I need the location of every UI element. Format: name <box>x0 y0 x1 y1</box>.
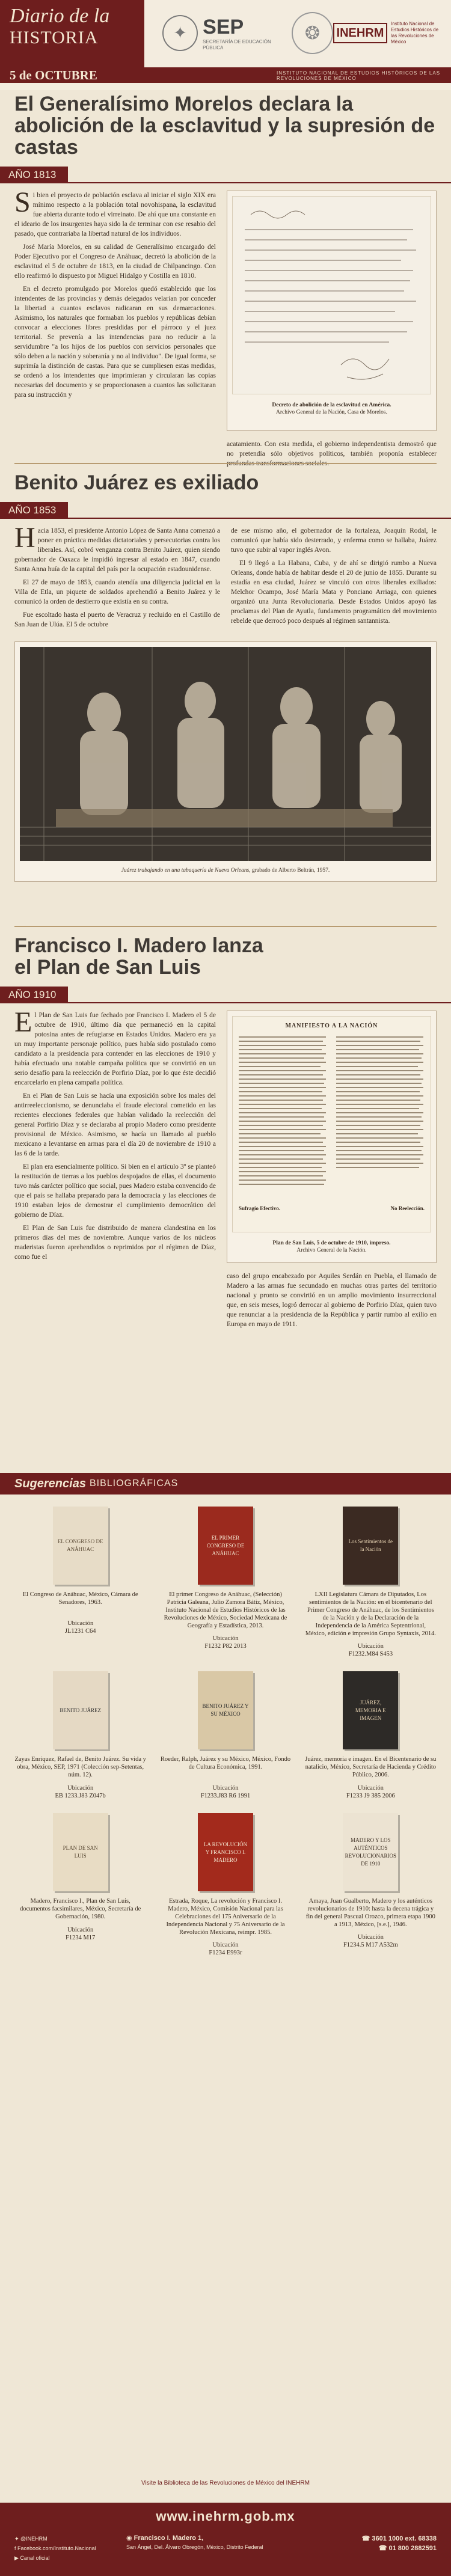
book-item[interactable] <box>305 1671 437 1800</box>
seal-icon: ❂ <box>292 12 333 54</box>
location-label: Ubicación <box>212 1785 239 1791</box>
caption-title: Juárez trabajando en una tabaquería de Nueva Orleans <box>121 867 250 873</box>
book-description: Estrada, Roque, La revolución y Francisco I. Madero, México, Comisión Nacional para las Celebraciones del 175 Aniversario de la Independencia Nacional y 75 Aniversario de la Revolución Mexicana, reimpr. 1985. <box>166 1898 285 1936</box>
phone-icon: ☎ <box>361 2535 372 2542</box>
paragraph: En el decreto promulgado por Morelos quedó establecido que los intendentes de las provincias y demás delegados velarían por conceder la libertad a cuantos esclavos radicaran en sus demarcaciones. Asimismo, los naturales que formaban los pueblos y repúblicas debían convocar a elecciones libres presididas por el párroco y el juez territorial. Se prevenía a las intendencias para no reducir a la servidumbre "a los hijos de los pueblos con servicios personales que sólo deben a la nación y soberanía y no al individuo". De igual forma, se suprimía la distinción de castas. Para que se cumpliesen estas medidas, se ordenó a los intendentes que imprimieran y circularan las copias necesarias del documento y se proporcionasen a cuantos las solicitaran para su instrucción y <box>14 286 216 399</box>
book-description: Roeder, Ralph, Juárez y su México, México, Fondo de Cultura Económica, 1991. <box>160 1756 291 1770</box>
header <box>0 0 451 90</box>
call-number: F1232 P82 2013 <box>204 1643 247 1650</box>
video-icon: ▶ <box>14 2555 20 2561</box>
book-description: El primer Congreso de Anáhuac, (Selección) Patricia Galeana, Julio Zamora Bátiz, México, Instituto Nacional de Estudios Históricos de las Revoluciones de México, Sociedad Mexicana de Geografía y Estadística, 2013. <box>164 1591 287 1629</box>
paragraph: En el Plan de San Luis se hacía una exposición sobre los males del antirreeleccionismo, se denunciaba el fraude electoral cometido en las recientes elecciones federales que habían validado la reelección del general Porfirio Díaz y se declaraba al propio Madero como presidente provisional de México. Asimismo, se hacía un llamado al pueblo mexicano a levantarse en armas para el día 20 de noviembre de 1910 a las 6 de la tarde. <box>14 1092 216 1157</box>
footer-note: Visite la Biblioteca de las Revoluciones de México del INEHRM <box>141 2480 310 2486</box>
section-title: El Generalísimo Morelos declara la abolición de la esclavitud y la supresión de castas <box>14 93 435 159</box>
address-line: San Ángel, Del. Álvaro Obregón, México, Distrito Federal <box>126 2544 263 2550</box>
paragraph: El 27 de mayo de 1853, cuando atendía una diligencia judicial en la Villa de Etla, un piquete de soldados aprehendió a Benito Juárez y le comunicó la orden de destierro que existía en su contra. <box>14 579 220 605</box>
book-item[interactable] <box>159 1507 291 1658</box>
social-item[interactable]: f Facebook.com/Instituto.Nacional <box>14 2545 96 2551</box>
brand-diario: Diario de la <box>10 5 110 27</box>
book-cover: MADERO Y LOS AUTÉNTICOS REVOLUCIONARIOS DE 1910 <box>343 1813 398 1891</box>
call-number: F1232.M84 S453 <box>348 1651 393 1657</box>
location-label: Ubicación <box>67 1785 94 1791</box>
call-number: F1234 E993r <box>209 1950 242 1956</box>
manuscript-image <box>232 196 431 394</box>
location-label: Ubicación <box>357 1785 384 1791</box>
text-column-left <box>14 522 220 633</box>
book-item[interactable] <box>305 1813 437 1957</box>
engraving-image <box>20 647 431 861</box>
sep-logo <box>162 15 292 51</box>
phone-2: 01 800 2882591 <box>388 2545 437 2552</box>
section-divider <box>14 463 437 464</box>
location-label: Ubicación <box>357 1934 384 1941</box>
inehrm-logo <box>333 21 445 45</box>
year-tab: AÑO 1813 <box>0 167 68 183</box>
section-title: Benito Juárez es exiliado <box>14 471 259 494</box>
paragraph: de ese mismo año, el gobernador de la fortaleza, Joaquín Rodal, le comunicó que había sido desterrado, y enferma como se hallaba, Juárez tuvo que subir al vapor inglés Avon. <box>231 527 437 554</box>
drop-cap: H <box>14 522 35 554</box>
location-label: Ubicación <box>212 1635 239 1642</box>
section-divider <box>14 926 437 927</box>
text-column-left <box>14 1006 216 1333</box>
location-label: Ubicación <box>357 1643 384 1650</box>
book-description: LXII Legislatura Cámara de Diputados, Los sentimientos de la Nación: en el bicentenario del Primer Congreso de Anáhuac, de los Sentimientos de la Nación y de la Declaración de la Independencia de la América Septentrional, México, edición e impresión Grupo Syntaxis, 2014. <box>305 1591 436 1637</box>
eagle-icon: ✦ <box>162 15 198 51</box>
phone-block <box>362 2534 437 2553</box>
book-cover: LA REVOLUCIÓN Y FRANCISCO I. MADERO <box>198 1813 253 1891</box>
image-frame <box>14 641 437 882</box>
book-description: Amaya, Juan Gualberto, Madero y los auténticos revolucionarios de 1910: hasta la decena trágica y fin del general Pascual Orozco, primera etapa 1900 a 1913, México, [s.e.], 1946. <box>305 1898 435 1928</box>
document-image <box>232 1016 431 1232</box>
location-icon: ◉ <box>126 2535 134 2542</box>
book-description: El Congreso de Anáhuac, México, Cámara de Senadores, 1963. <box>22 1591 138 1606</box>
facebook-icon: f <box>14 2545 18 2551</box>
call-number: F1234.5 M17 A532m <box>343 1942 398 1948</box>
book-item[interactable] <box>14 1507 146 1658</box>
phone-icon: ☎ <box>378 2545 389 2552</box>
book-description: Juárez, memoria e imagen. En el Bicentenario de su natalicio, México, Secretaría de Hacienda y Crédito Público, 2006. <box>305 1756 437 1778</box>
doc-title: MANIFIESTO A LA NACIÓN <box>285 1023 378 1029</box>
call-number: EB 1233.J83 Z047b <box>55 1793 106 1799</box>
phone-1: 3601 1000 ext. 68338 <box>372 2535 437 2542</box>
date: 5 de OCTUBRE <box>10 68 97 82</box>
section-juarez <box>0 472 451 882</box>
footer-url[interactable]: www.inehrm.gob.mx <box>156 2509 295 2524</box>
section-title-line-1: Francisco I. Madero lanza <box>14 934 263 957</box>
text-column-left <box>14 186 216 472</box>
paragraph: José María Morelos, en su calidad de Generalísimo encargado del Poder Ejecutivo por el Congreso de Anáhuac, decretó la abolición de la esclavitud el 5 de octubre de 1813, en la ciudad de Chilpancingo. Con ello reafirmó lo dispuesto por Miguel Hidalgo y Costilla en 1810. <box>14 243 216 280</box>
social-item[interactable]: ▶ Canal oficial <box>14 2555 50 2561</box>
book-description: Madero, Francisco I., Plan de San Luis, documentos facsimilares, México, Secretaría de Gobernación, 1980. <box>20 1898 141 1920</box>
book-cover: BENITO JUÁREZ Y SU MÉXICO <box>198 1671 253 1749</box>
book-grid <box>0 1507 451 1957</box>
paragraph: acia 1853, el presidente Antonio López de Santa Anna comenzó a poner en práctica medidas dictatoriales y persecutorias contra los liberales. Así, cobró venganza contra Benito Juárez, quien siendo gobernador de Oaxaca le impidió ingresar al estado en 1847, cuando Santa Anna huía de la capital del país por la ocupación estadounidense. <box>14 527 220 573</box>
book-item[interactable] <box>159 1671 291 1800</box>
bibliography-section <box>0 1473 451 1957</box>
inehrm-sub: Instituto Nacional de Estudios Históricos de las Revoluciones de México <box>391 21 439 44</box>
book-cover: BENITO JUÁREZ <box>53 1671 108 1749</box>
paragraph: El Plan de San Luis fue distribuido de manera clandestina en los primeros días del mes de noviembre. Aunque varios de los núcleos maderistas fueron aprehendidos o reprimidos por el régimen de Díaz, como fue el <box>14 1225 216 1261</box>
paragraph: l Plan de San Luis fue fechado por Francisco I. Madero el 5 de octubre de 1910, último día que permaneció en la capital potosina antes de refugiarse en Estados Unidos. Madero era ya un muy importante personaje político, pues había sido postulado como candidato a la presidencia para contender en las elecciones de 1910 y había efectuado una notable campaña política que se convirtió en un serio desafío para la reelección de Porfirio Díaz, por lo que éste decidió encarcelarlo en plena campaña política. <box>14 1012 216 1086</box>
inehrm-label: INEHRM <box>333 23 387 43</box>
call-number: F1233 J9 385 2006 <box>346 1793 395 1799</box>
call-number: JL1231 C64 <box>64 1628 96 1635</box>
bibliography-title: Sugerencias <box>14 1476 86 1490</box>
address-name: Francisco I. Madero 1, <box>133 2535 204 2542</box>
book-cover: EL CONGRESO DE ANÁHUAC <box>53 1507 108 1585</box>
year-tab: AÑO 1853 <box>0 502 68 519</box>
social-item[interactable]: ✦ @INEHRM <box>14 2536 48 2542</box>
caption-rest: , grabado de Alberto Beltrán, 1957. <box>249 867 330 873</box>
location-label: Ubicación <box>67 1927 94 1933</box>
section-madero <box>0 935 451 1333</box>
date-bar <box>0 67 451 83</box>
image-caption: Plan de San Luis, 5 de octubre de 1910, impreso. <box>272 1240 391 1246</box>
bibliography-header <box>0 1473 451 1495</box>
drop-cap: S <box>14 186 31 218</box>
book-cover: Los Sentimientos de la Nación <box>343 1507 398 1585</box>
bibliography-subtitle: BIBLIOGRÁFICAS <box>89 1478 179 1488</box>
social-links <box>14 2534 96 2563</box>
book-item[interactable] <box>14 1813 146 1957</box>
section-morelos <box>0 93 451 472</box>
paragraph: acatamiento. Con esta medida, el gobierno independentista demostró que no pretendía sólo objetivos políticos, también proponía establecer <box>227 441 437 457</box>
image-caption-source: Archivo General de la Nación. <box>296 1247 367 1253</box>
drop-cap: E <box>14 1006 32 1038</box>
paragraph: El plan era esencialmente político. Si bien en el artículo 3º se planteó la restitución de tierras a los pueblos despojados de ellas, el documento tuvo más carácter político que social, pues Madero estaba convencido de que el país se hallaba preparado para la democracia y las elecciones de 1910 estaban lejos de demostrar el cumplimiento democrático del gobierno de Díaz. <box>14 1163 216 1219</box>
image-caption: Decreto de abolición de la esclavitud en América. <box>272 402 391 408</box>
book-cover: EL PRIMER CONGRESO DE ANÁHUAC <box>198 1507 253 1585</box>
call-number: F1233.J83 R6 1991 <box>200 1793 251 1799</box>
image-caption <box>20 867 431 874</box>
address-block <box>126 2534 263 2552</box>
book-description: Zayas Enríquez, Rafael de, Benito Juárez. Su vida y obra, México, SEP, 1971 (Colección sep-Setentas, núm. 12). <box>14 1756 146 1778</box>
text-column-right <box>231 526 437 633</box>
image-frame <box>227 1011 437 1263</box>
image-frame <box>227 191 437 431</box>
book-item[interactable] <box>159 1813 291 1957</box>
twitter-icon: ✦ <box>14 2536 21 2542</box>
book-cover: JUÁREZ, MEMORIA E IMAGEN <box>343 1671 398 1749</box>
sep-sub: SECRETARÍA DE EDUCACIÓN PÚBLICA <box>203 38 271 50</box>
footer <box>0 2503 451 2576</box>
paragraph: caso del grupo encabezado por Aquiles Serdán en Puebla, el llamado de Madero a las armas fue secundado en muchas otras partes del territorio nacional y pronto se convirtió en un amplio movimiento insurreccional que, en seis meses, logró derrocar al gobierno de Porfirio Díaz, quien tuvo que renunciar a la presidencia de la República y partir rumbo al exilio en Europa en mayo de 1911. <box>227 1273 437 1328</box>
year-tab: AÑO 1910 <box>0 987 68 1003</box>
paragraph: i bien el proyecto de población esclava al iniciar el siglo XIX era mínimo respecto a la población total novohispana, la esclavitud fue abierta durante todo el virreinato. De ahí que una constante en el ideario de los insurgentes haya sido la de terminar con ese resabio del pasado, que contrariaba la libertad natural de los individuos. <box>14 192 216 237</box>
call-number: F1234 M17 <box>66 1935 96 1941</box>
paragraph: El 9 llegó a La Habana, Cuba, y de ahí se dirigió rumbo a Nueva Orleans, donde había de habitar desde el 20 de junio de 1855. Durante su estadía en esa ciudad, Juárez se vinculó con otros liberales exiliados: Melchor Ocampo, José María Mata y Ponciano Arriaga, con quienes organizó una Junta Revolucionaria. Desde Estados Unidos apoyó las proclamas del Plan de Ayutla, fundamento programático del movimiento rebelde que derrocó poco después al régimen santannista. <box>231 560 437 625</box>
section-title-line-2: el Plan de San Luis <box>14 956 201 979</box>
book-item[interactable] <box>14 1671 146 1800</box>
brand-historia: HISTORIA <box>10 28 99 47</box>
image-caption-source: Archivo General de la Nación, Casa de Morelos. <box>276 409 387 415</box>
doc-foot-left: Sufragio Efectivo. <box>239 1205 280 1211</box>
sep-label: SEP <box>203 15 244 38</box>
institute-line: INSTITUTO NACIONAL DE ESTUDIOS HISTÓRICOS DE LAS REVOLUCIONES DE MÉXICO <box>277 70 441 81</box>
paragraph: Fue escoltado hasta el puerto de Veracruz y recluido en el Castillo de San Juan de Ulúa. El 5 de octubre <box>14 611 220 628</box>
brand-block <box>0 0 144 67</box>
doc-foot-right: No Reelección. <box>390 1205 425 1211</box>
location-label: Ubicación <box>67 1620 94 1627</box>
logos <box>162 6 445 60</box>
book-cover: PLAN DE SAN LUIS <box>53 1813 108 1891</box>
book-item[interactable] <box>305 1507 437 1658</box>
location-label: Ubicación <box>212 1942 239 1948</box>
